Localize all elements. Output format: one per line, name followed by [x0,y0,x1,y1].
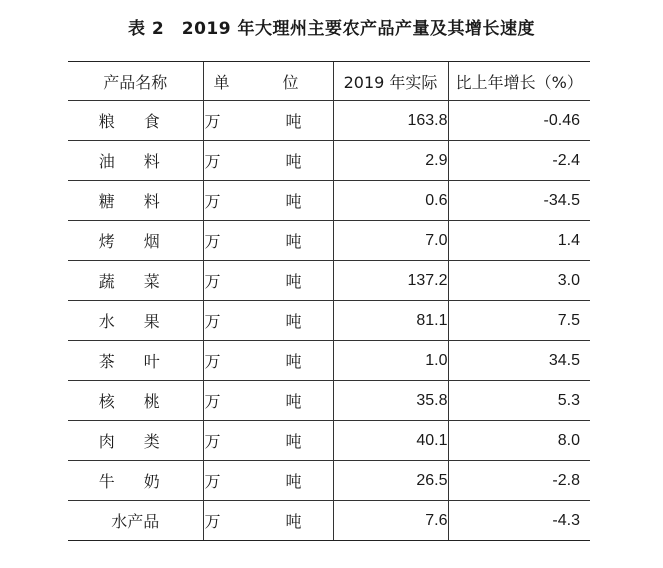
value-cell: 2.9 [333,141,448,181]
value-cell: 40.1 [333,421,448,461]
table-row [68,221,590,261]
value-cell: 81.1 [333,301,448,341]
product-name: 油 料 [68,141,203,181]
value-cell: 0.6 [333,181,448,221]
table-row [68,381,590,421]
growth-cell: -0.46 [448,101,590,141]
table-row [68,501,590,541]
value-cell: 137.2 [333,261,448,301]
product-name: 蔬 菜 [68,261,203,301]
table-row [68,181,590,221]
unit-cell: 万 吨 [203,181,333,221]
unit-cell: 万 吨 [203,501,333,541]
unit-cell: 万 吨 [203,341,333,381]
table-row [68,141,590,181]
header-product-name: 产品名称 [68,62,203,101]
header-unit: 单 位 [203,62,333,101]
unit-cell: 万 吨 [203,261,333,301]
table-row [68,301,590,341]
growth-cell: 34.5 [448,341,590,381]
growth-cell: -2.4 [448,141,590,181]
product-name: 水 果 [68,301,203,341]
value-cell: 7.6 [333,501,448,541]
product-name: 烤 烟 [68,221,203,261]
growth-cell: -34.5 [448,181,590,221]
value-cell: 1.0 [333,341,448,381]
unit-cell: 万 吨 [203,381,333,421]
unit-cell: 万 吨 [203,421,333,461]
production-table [68,61,590,541]
unit-cell: 万 吨 [203,141,333,181]
growth-cell: 1.4 [448,221,590,261]
table-row [68,461,590,501]
product-name: 牛 奶 [68,461,203,501]
value-cell: 35.8 [333,381,448,421]
product-name: 核 桃 [68,381,203,421]
growth-cell: 8.0 [448,421,590,461]
product-name: 水产品 [68,501,203,541]
table-row [68,341,590,381]
table-row [68,101,590,141]
unit-cell: 万 吨 [203,221,333,261]
unit-cell: 万 吨 [203,301,333,341]
header-row [68,62,590,101]
product-name: 粮 食 [68,101,203,141]
product-name: 糖 料 [68,181,203,221]
header-growth-rate: 比上年增长（%） [448,62,590,101]
value-cell: 7.0 [333,221,448,261]
growth-cell: -2.8 [448,461,590,501]
header-2019-actual: 2019 年实际 [333,62,448,101]
growth-cell: 3.0 [448,261,590,301]
table-title: 表 2 2019 年大理州主要农产品产量及其增长速度 [128,19,535,39]
growth-cell: -4.3 [448,501,590,541]
product-name: 茶 叶 [68,341,203,381]
product-name: 肉 类 [68,421,203,461]
growth-cell: 5.3 [448,381,590,421]
value-cell: 163.8 [333,101,448,141]
table-row [68,261,590,301]
unit-cell: 万 吨 [203,101,333,141]
unit-cell: 万 吨 [203,461,333,501]
growth-cell: 7.5 [448,301,590,341]
table-row [68,421,590,461]
value-cell: 26.5 [333,461,448,501]
